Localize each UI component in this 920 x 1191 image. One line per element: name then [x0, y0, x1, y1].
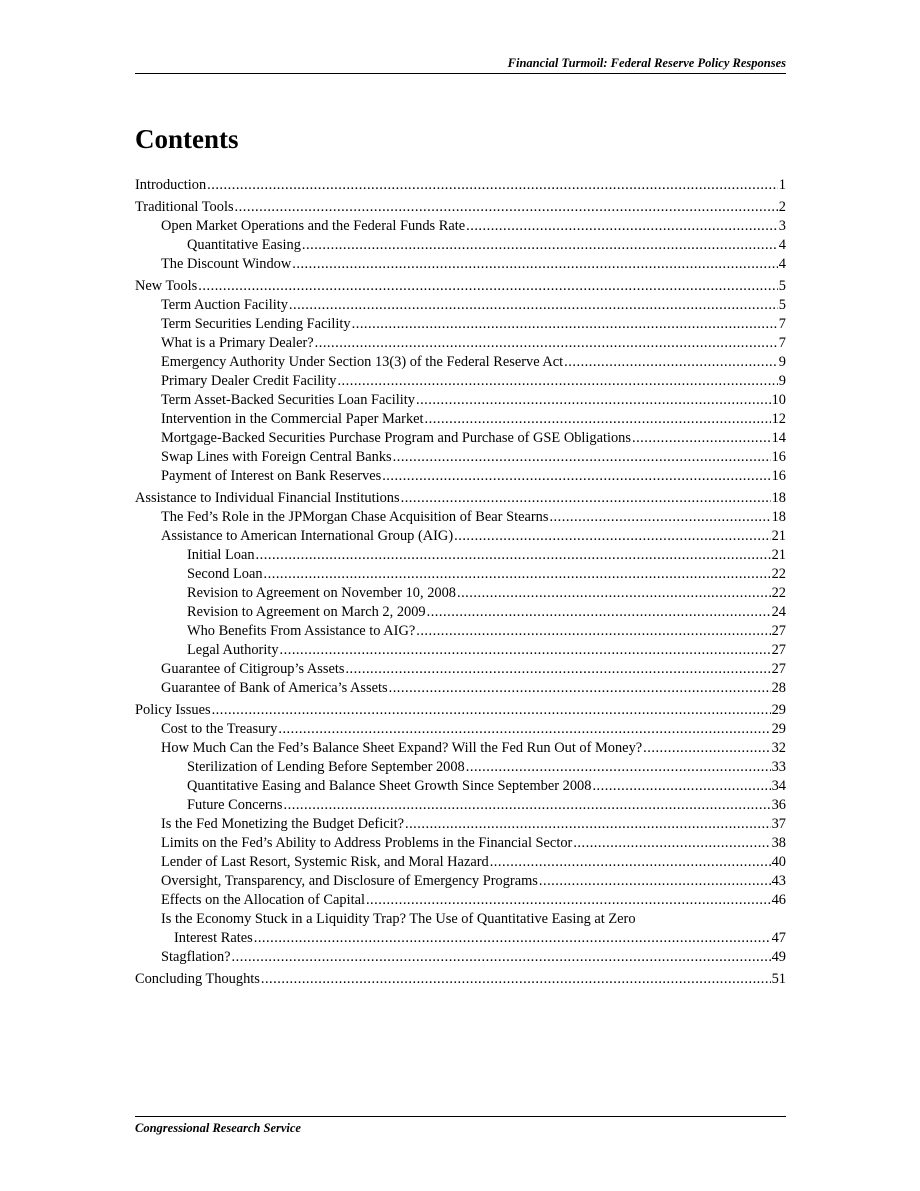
toc-entry-title: Stagflation?	[161, 949, 231, 965]
toc-entry[interactable]	[135, 410, 786, 429]
toc-dot-leader	[302, 236, 778, 255]
toc-dot-leader	[254, 929, 771, 948]
toc-dot-leader	[337, 372, 777, 391]
toc-entry-page: 32	[771, 740, 786, 756]
toc-entry[interactable]	[135, 622, 786, 641]
toc-entry-title: Mortgage-Backed Securities Purchase Program and Purchase of GSE Obligations	[161, 430, 631, 446]
toc-dot-leader	[232, 948, 771, 967]
page-title: Contents	[135, 124, 239, 154]
toc-entry-title: Oversight, Transparency, and Disclosure of Emergency Programs	[161, 873, 538, 889]
toc-entry-title: Primary Dealer Credit Facility	[161, 373, 337, 389]
toc-entry-page: 16	[771, 468, 786, 484]
toc-entry-title: Policy Issues	[135, 702, 211, 718]
toc-dot-leader	[261, 970, 771, 989]
toc-entry-page: 22	[771, 585, 786, 601]
toc-entry[interactable]	[135, 236, 786, 255]
toc-entry[interactable]	[135, 372, 786, 391]
toc-dot-leader	[284, 796, 771, 815]
toc-entry-page: 29	[771, 721, 786, 737]
toc-entry[interactable]	[135, 353, 786, 372]
toc-entry-page: 14	[771, 430, 786, 446]
toc-entry-page: 49	[771, 949, 786, 965]
toc-entry-title: New Tools	[135, 278, 198, 294]
toc-dot-leader	[539, 872, 771, 891]
toc-dot-leader	[352, 315, 778, 334]
toc-entry-page: 24	[771, 604, 786, 620]
toc-entry[interactable]	[135, 584, 786, 603]
toc-entry[interactable]	[135, 815, 786, 834]
toc-entry-page: 21	[771, 547, 786, 563]
toc-dot-leader	[256, 546, 771, 565]
toc-entry-title: Open Market Operations and the Federal Funds Rate	[161, 218, 466, 234]
toc-entry-title: Second Loan	[187, 566, 263, 582]
toc-entry-title: Limits on the Fed’s Ability to Address Problems in the Financial Sector	[161, 835, 573, 851]
toc-entry-page: 9	[778, 354, 786, 370]
toc-entry[interactable]	[135, 527, 786, 546]
toc-dot-leader	[382, 467, 770, 486]
toc-entry[interactable]	[135, 217, 786, 236]
toc-entry[interactable]	[135, 910, 786, 929]
toc-entry-page: 12	[771, 411, 786, 427]
toc-entry-page: 27	[771, 642, 786, 658]
toc-dot-leader	[212, 701, 771, 720]
toc-dot-leader	[416, 622, 770, 641]
toc-dot-leader	[425, 410, 771, 429]
toc-dot-leader	[457, 584, 771, 603]
toc-entry-title: Initial Loan	[187, 547, 255, 563]
toc-entry-page: 51	[771, 971, 786, 987]
toc-entry-title: Is the Fed Monetizing the Budget Deficit?	[161, 816, 404, 832]
toc-entry[interactable]	[135, 948, 786, 967]
toc-entry-title: Concluding Thoughts	[135, 971, 260, 987]
toc-entry-title: Revision to Agreement on November 10, 2008	[187, 585, 456, 601]
toc-entry[interactable]	[135, 891, 786, 910]
toc-entry-page: 37	[771, 816, 786, 832]
toc-entry-title: Sterilization of Lending Before September 2008	[187, 759, 465, 775]
toc-entry-page: 33	[771, 759, 786, 775]
toc-dot-leader	[490, 853, 771, 872]
toc-entry-title: Guarantee of Citigroup’s Assets	[161, 661, 345, 677]
toc-entry-page: 10	[771, 392, 786, 408]
toc-entry-page: 1	[778, 177, 786, 193]
toc-entry-page: 22	[771, 566, 786, 582]
toc-entry-page: 40	[771, 854, 786, 870]
running-footer-text: Congressional Research Service	[135, 1121, 301, 1135]
toc-entry[interactable]	[135, 777, 786, 796]
toc-entry-title: Interest Rates	[174, 930, 253, 946]
toc-entry-page: 47	[771, 930, 786, 946]
toc-entry-title: Introduction	[135, 177, 207, 193]
toc-entry[interactable]	[135, 872, 786, 891]
toc-dot-leader	[292, 255, 778, 274]
toc-entry-title: Lender of Last Resort, Systemic Risk, and Moral Hazard	[161, 854, 489, 870]
toc-entry[interactable]	[135, 853, 786, 872]
toc-dot-leader	[632, 429, 771, 448]
toc-entry-title: Effects on the Allocation of Capital	[161, 892, 365, 908]
toc-dot-leader	[264, 565, 771, 584]
toc-entry[interactable]	[135, 277, 786, 296]
toc-entry[interactable]	[135, 296, 786, 315]
toc-entry[interactable]	[135, 255, 786, 274]
toc-entry[interactable]	[135, 739, 786, 758]
toc-entry-title: Cost to the Treasury	[161, 721, 278, 737]
toc-entry-page: 16	[771, 449, 786, 465]
toc-entry-page: 5	[778, 297, 786, 313]
toc-entry-page: 4	[778, 237, 786, 253]
toc-entry-page: 27	[771, 623, 786, 639]
toc-entry[interactable]	[135, 448, 786, 467]
toc-entry[interactable]	[135, 929, 786, 948]
toc-entry-page: 38	[771, 835, 786, 851]
toc-dot-leader	[207, 176, 778, 195]
toc-entry[interactable]	[135, 546, 786, 565]
toc-entry[interactable]	[135, 701, 786, 720]
toc-entry[interactable]	[135, 489, 786, 508]
toc-entry[interactable]	[135, 198, 786, 217]
toc-dot-leader	[643, 739, 770, 758]
toc-entry-title: What is a Primary Dealer?	[161, 335, 314, 351]
toc-entry-page: 43	[771, 873, 786, 889]
toc-entry[interactable]	[135, 720, 786, 739]
toc-entry[interactable]	[135, 467, 786, 486]
toc-dot-leader	[549, 508, 770, 527]
toc-entry[interactable]	[135, 970, 786, 989]
toc-entry-page: 18	[771, 490, 786, 506]
toc-dot-leader	[280, 641, 771, 660]
toc-entry-title: Assistance to Individual Financial Institutions	[135, 490, 400, 506]
toc-entry-page: 29	[771, 702, 786, 718]
toc-entry-page: 2	[778, 199, 786, 215]
toc-entry-title: How Much Can the Fed’s Balance Sheet Expand? Will the Fed Run Out of Money?	[161, 740, 643, 756]
running-header	[135, 55, 786, 74]
toc-entry[interactable]	[135, 315, 786, 334]
toc-dot-leader	[198, 277, 778, 296]
toc-dot-leader	[427, 603, 771, 622]
toc-entry-title: Term Asset-Backed Securities Loan Facility	[161, 392, 415, 408]
toc-entry[interactable]	[135, 758, 786, 777]
toc-dot-leader	[345, 660, 770, 679]
toc-entry-page: 5	[778, 278, 786, 294]
toc-dot-leader	[393, 448, 771, 467]
toc-entry-page: 7	[778, 335, 786, 351]
toc-entry-title: Assistance to American International Group (AIG)	[161, 528, 454, 544]
toc-entry-title: Quantitative Easing and Balance Sheet Growth Since September 2008	[187, 778, 592, 794]
toc-entry[interactable]	[135, 834, 786, 853]
toc-dot-leader	[289, 296, 778, 315]
toc-entry-page: 46	[771, 892, 786, 908]
toc-entry[interactable]	[135, 391, 786, 410]
toc-entry-title: Guarantee of Bank of America’s Assets	[161, 680, 388, 696]
toc-dot-leader	[315, 334, 778, 353]
running-header-text: Financial Turmoil: Federal Reserve Policy Responses	[507, 56, 786, 70]
toc-dot-leader	[405, 815, 771, 834]
toc-entry-title: Term Securities Lending Facility	[161, 316, 351, 332]
toc-entry-title: The Discount Window	[161, 256, 292, 272]
toc-dot-leader	[573, 834, 770, 853]
running-footer	[135, 1116, 786, 1136]
toc-entry-page: 9	[778, 373, 786, 389]
toc-dot-leader	[278, 720, 770, 739]
toc-entry-page: 3	[778, 218, 786, 234]
toc-entry-title: Swap Lines with Foreign Central Banks	[161, 449, 392, 465]
toc-entry-page: 4	[778, 256, 786, 272]
toc-entry[interactable]	[135, 603, 786, 622]
toc-entry[interactable]	[135, 796, 786, 815]
toc-entry[interactable]	[135, 334, 786, 353]
toc-entry[interactable]	[135, 679, 786, 698]
toc-dot-leader	[366, 891, 771, 910]
toc-dot-leader	[389, 679, 771, 698]
toc-dot-leader	[401, 489, 771, 508]
toc-entry[interactable]	[135, 565, 786, 584]
toc-entry-title: Quantitative Easing	[187, 237, 301, 253]
toc-entry-title: Intervention in the Commercial Paper Market	[161, 411, 424, 427]
toc-entry-title: Is the Economy Stuck in a Liquidity Trap? The Use of Quantitative Easing at Zero	[161, 911, 636, 927]
toc-dot-leader	[235, 198, 778, 217]
toc-entry[interactable]	[135, 660, 786, 679]
toc-dot-leader	[454, 527, 770, 546]
toc-entry-title: Payment of Interest on Bank Reserves	[161, 468, 382, 484]
table-of-contents	[135, 176, 786, 989]
toc-entry-page: 34	[771, 778, 786, 794]
toc-entry-title: The Fed’s Role in the JPMorgan Chase Acquisition of Bear Stearns	[161, 509, 549, 525]
toc-entry-title: Term Auction Facility	[161, 297, 288, 313]
toc-entry-title: Revision to Agreement on March 2, 2009	[187, 604, 426, 620]
toc-entry-page: 18	[771, 509, 786, 525]
toc-dot-leader	[416, 391, 771, 410]
toc-entry-page: 7	[778, 316, 786, 332]
toc-entry-title: Future Concerns	[187, 797, 283, 813]
toc-entry-title: Emergency Authority Under Section 13(3) of the Federal Reserve Act	[161, 354, 564, 370]
toc-entry-title: Traditional Tools	[135, 199, 234, 215]
toc-entry-page: 27	[771, 661, 786, 677]
toc-entry-title: Who Benefits From Assistance to AIG?	[187, 623, 416, 639]
toc-entry[interactable]	[135, 429, 786, 448]
toc-dot-leader	[592, 777, 770, 796]
toc-entry[interactable]	[135, 176, 786, 195]
toc-dot-leader	[466, 217, 778, 236]
toc-entry-page: 21	[771, 528, 786, 544]
toc-dot-leader	[564, 353, 778, 372]
toc-entry-title: Legal Authority	[187, 642, 279, 658]
toc-dot-leader	[466, 758, 771, 777]
toc-entry-page: 36	[771, 797, 786, 813]
toc-entry[interactable]	[135, 508, 786, 527]
toc-entry-page: 28	[771, 680, 786, 696]
toc-entry[interactable]	[135, 641, 786, 660]
